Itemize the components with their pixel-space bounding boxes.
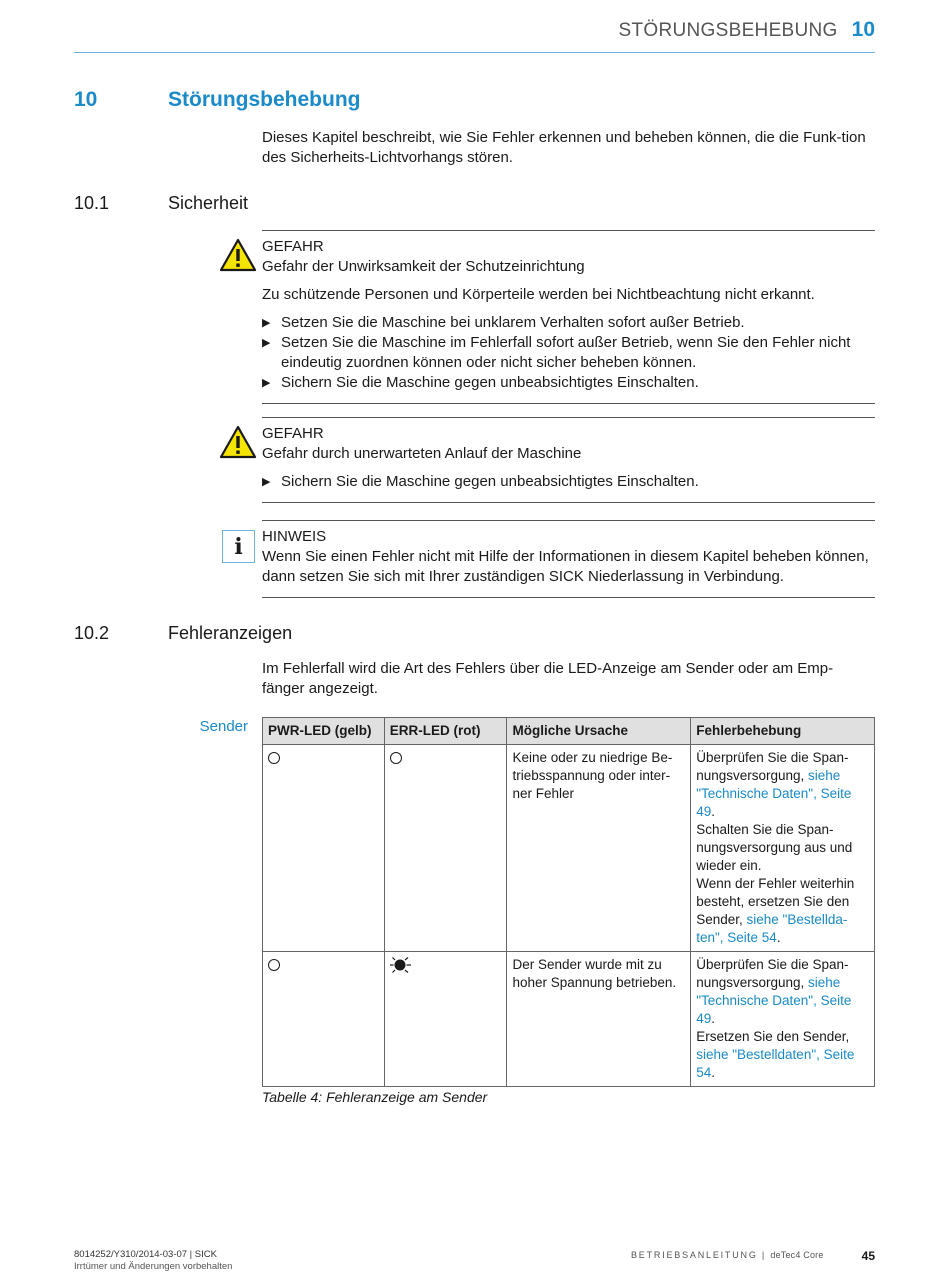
running-header-chapter-name: STÖRUNGSBEHEBUNG xyxy=(618,20,838,41)
led-flashing-icon xyxy=(390,957,412,973)
notice-label: HINWEIS xyxy=(262,528,327,545)
running-header xyxy=(619,18,875,42)
notice-box xyxy=(262,520,875,598)
led-off-icon xyxy=(390,752,402,764)
chapter-title: Störungsbehebung xyxy=(168,88,361,111)
danger-label: GEFAHR xyxy=(262,425,324,442)
list-item: ▶ Setzen Sie die Maschine im Fehlerfall sofort außer Betrieb, wenn Sie den Fehler nicht eindeutig zuordnen können oder nicht sicher beheben können. xyxy=(262,334,851,371)
cross-reference-link[interactable]: siehe "Technische Daten", Seite 49 xyxy=(696,975,852,1026)
table-row xyxy=(263,952,875,1087)
cross-reference-link[interactable]: siehe "Bestellda-ten", Seite 54 xyxy=(696,912,848,945)
header-rule xyxy=(74,52,875,53)
column-header: ERR-LED (rot) xyxy=(384,718,507,745)
footer-product: deTec4 Core xyxy=(770,1250,824,1260)
subsection-heading-safety xyxy=(74,193,249,214)
danger-box-2 xyxy=(262,417,875,503)
danger-subtitle: Gefahr der Unwirksamkeit der Schutzeinrichtung xyxy=(262,258,585,275)
info-icon: i xyxy=(222,530,255,563)
fix-cell: Überprüfen Sie die Span-nungsversorgung, siehe "Technische Daten", Seite 49. Ersetzen Sie den Sender, siehe "Bestelldaten", Seite 54. xyxy=(691,952,875,1087)
column-header: Fehlerbehebung xyxy=(691,718,875,745)
cross-reference-link[interactable]: siehe "Technische Daten", Seite 49 xyxy=(696,768,852,819)
danger-text: Zu schützende Personen und Körperteile werden bei Nichtbeachtung nicht erkannt. xyxy=(262,286,815,303)
chapter-heading xyxy=(74,88,361,112)
subsection-heading-error-indicators xyxy=(74,623,293,644)
danger-box-1 xyxy=(262,230,875,404)
led-off-icon xyxy=(268,959,280,971)
table-caption: Tabelle 4: Fehleranzeige am Sender xyxy=(262,1089,488,1105)
error-table xyxy=(262,717,875,1087)
err-led-cell xyxy=(384,745,507,952)
bullet-arrow-icon: ▶ xyxy=(262,317,271,329)
pwr-led-cell xyxy=(263,952,385,1087)
footer-doc-type: BETRIEBSANLEITUNG | deTec4 Core xyxy=(631,1250,824,1260)
subsection-intro: Im Fehlerfall wird die Art des Fehlers über die LED-Anzeige am Sender oder am Emp-fänger angezeigt. xyxy=(262,660,834,697)
footer-left xyxy=(74,1249,232,1273)
subsection-title: Sicherheit xyxy=(168,193,249,213)
led-off-icon xyxy=(268,752,280,764)
running-header-chapter-number: 10 xyxy=(851,18,875,41)
margin-label-sender: Sender xyxy=(199,718,248,735)
table-row xyxy=(263,745,875,952)
warning-triangle-icon xyxy=(219,425,257,459)
danger-label: GEFAHR xyxy=(262,238,324,255)
bullet-arrow-icon: ▶ xyxy=(262,337,271,349)
footer-disclaimer: Irrtümer und Änderungen vorbehalten xyxy=(74,1261,233,1272)
cause-cell: Keine oder zu niedrige Be-triebsspannung oder inter-ner Fehler xyxy=(507,745,691,952)
subsection-title: Fehleranzeigen xyxy=(168,623,293,643)
danger-subtitle: Gefahr durch unerwarteten Anlauf der Maschine xyxy=(262,445,582,462)
warning-triangle-icon xyxy=(219,238,257,272)
pwr-led-cell xyxy=(263,745,385,952)
err-led-cell xyxy=(384,952,507,1087)
footer-doc-id: 8014252/Y310/2014-03-07 | SICK xyxy=(74,1249,217,1260)
list-item: ▶ Sichern Sie die Maschine gegen unbeabsichtigtes Einschalten. xyxy=(262,473,699,490)
subsection-number: 10.2 xyxy=(74,623,110,643)
subsection-number: 10.1 xyxy=(74,193,110,213)
cross-reference-link[interactable]: siehe "Bestelldaten", Seite 54 xyxy=(696,1047,855,1080)
cause-cell: Der Sender wurde mit zu hoher Spannung betrieben. xyxy=(507,952,691,1087)
danger-action-list xyxy=(262,313,875,393)
page-number: 45 xyxy=(861,1249,875,1263)
bullet-arrow-icon: ▶ xyxy=(262,476,271,488)
list-item: ▶ Setzen Sie die Maschine bei unklarem Verhalten sofort außer Betrieb. xyxy=(262,314,745,331)
column-header: Mögliche Ursache xyxy=(507,718,691,745)
column-header: PWR-LED (gelb) xyxy=(263,718,385,745)
fix-cell: Überprüfen Sie die Span-nungsversorgung, siehe "Technische Daten", Seite 49. Schalten Sie die Span-nungsversorgung aus und wieder ein. Wenn der Fehler weiterhin besteht, ersetzen Sie den Sender, siehe "Bestellda-ten", Seite 54. xyxy=(691,745,875,952)
list-item: ▶ Sichern Sie die Maschine gegen unbeabsichtigtes Einschalten. xyxy=(262,374,699,391)
notice-text: Wenn Sie einen Fehler nicht mit Hilfe der Informationen in diesem Kapitel beheben können, dann setzen Sie sich mit Ihrer zuständigen SICK Niederlassung in Verbindung. xyxy=(262,548,869,585)
danger-action-list xyxy=(262,472,875,492)
chapter-intro: Dieses Kapitel beschreibt, wie Sie Fehler erkennen und beheben können, die die Funk-tion des Sicherheits-Lichtvorhangs stören. xyxy=(262,129,866,166)
table-header-row xyxy=(263,718,875,745)
bullet-arrow-icon: ▶ xyxy=(262,377,271,389)
chapter-number: 10 xyxy=(74,88,98,111)
